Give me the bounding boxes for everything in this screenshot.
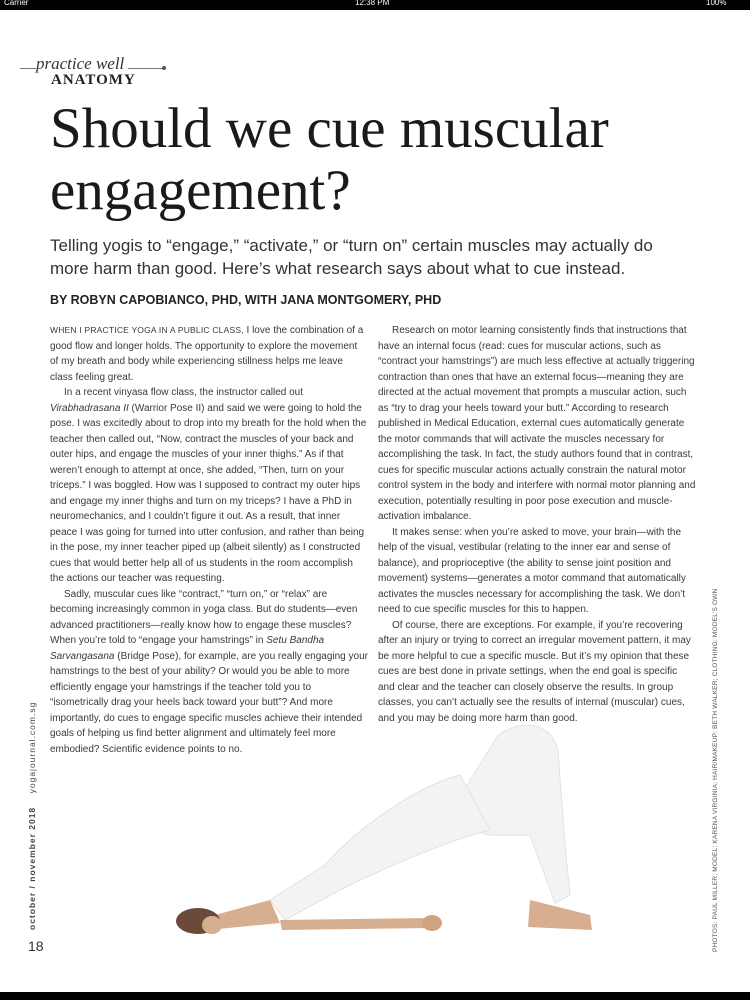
carrier-label: Carrier xyxy=(4,0,29,7)
issue-date: october / november 2018 xyxy=(27,806,37,930)
clock: 12:38 PM xyxy=(355,0,390,7)
model-figure xyxy=(176,725,592,934)
arms xyxy=(280,918,432,930)
bridge-pose-photo xyxy=(160,715,660,947)
battery-level: 100% xyxy=(706,0,727,7)
status-bar xyxy=(0,0,750,10)
paragraph: It makes sense: when you’re asked to move, your brain—with the help of the visual, vestibular (relating to the inner ear and sense of balance), and proprioceptive (the ability to sense joint position and movement) systems—generates a motor command that automatically activates the muscles necessary for accomplishing the task. We don’t need to cue specific muscles for this to happen. xyxy=(378,526,686,615)
paragraph: WHEN I PRACTICE YOGA IN A PUBLIC CLASS, I love the combination of a good flow and longer holds. The opportunity to explore the movement of my breath and body while experiencing stillness helps me leave class feeling great. xyxy=(50,325,364,383)
section-rule-dot xyxy=(162,66,166,70)
section-name: ANATOMY xyxy=(51,72,136,88)
website: yogajournal.com.sg xyxy=(27,701,37,794)
body-column-left xyxy=(50,323,368,757)
body-column-right xyxy=(378,323,696,726)
photo-credit: PHOTOS: PAUL MILLER; MODEL: KARENA VIRGINIA; HAIR/MAKEUP: BETH WALKER; CLOTHING: MODEL'S OWN xyxy=(712,588,719,952)
paragraph: In a recent vinyasa flow class, the instructor called out Virabhadrasana II (Warrior Pose II) and said we were going to hold the pose. I was excitedly about to drop into my breath for the hold when the teacher then called out, “Now, contract the muscles of your back and outer hips, and engage the muscles of your inner thighs.” As if that weren’t enough to attempt at once, she added, “Then, turn on your triceps.” I was boggled. How was I supposed to contract my outer hips and engage my inner thighs and turn on my triceps? I have a PhD in neuromechanics, and I couldn’t figure it out. As a result, that inner peace I was going for turned into utter confusion, and rather than being in the pose, my inner teacher piped up (albeit silently) as I constructed cues that would better help all of us students in the room accomplish the actions our teacher was requesting. xyxy=(50,387,367,584)
paragraph: Sadly, muscular cues like “contract,” “turn on,” or “relax” are becoming increasingly common in yoga class. But do students—even advanced practitioners—really know how to engage these muscles? When you’re told to “engage your hamstrings” in Setu Bandha Sarvangasana (Bridge Pose), for example, are you really engaging your hamstrings to the best of your ability? Or would you be able to more efficiently engage your hamstrings if the teacher told you to “isometrically drag your heels back toward your butt”? And more importantly, do cues to engage specific muscles achieve their intended goals of helping us find better alignment and ultimately feel more embodied? Scientific evidence points to no. xyxy=(50,588,368,755)
paragraph: Research on motor learning consistently finds that instructions that have an internal focus (read: cues for muscular actions, such as “contract your hamstrings”) are much less effective at actually triggering contraction than ones that have an external focus—meaning they are directed at the actual movement that prompts a muscular action, such as “try to drag your heels toward your butt.” According to research published in Medical Education, external cues automatically generate the motor commands that will activate the muscles necessary for accomplishing the task. In fact, the study authors found that in contrast, cues for specific muscular actions actually constrain the natural motor control system in the body and interfere with normal motor planning and execution, potentially resulting in poor pose execution and muscle-activation imbalance. xyxy=(378,325,696,522)
section-label: practice well xyxy=(36,55,128,73)
pose-name: Virabhadrasana II xyxy=(50,402,129,414)
bottom-bar xyxy=(0,992,750,1000)
face xyxy=(202,916,222,934)
torso-white-top xyxy=(270,775,490,920)
article-dek: Telling yogis to “engage,” “activate,” or “turn on” certain muscles may actually do more harm than good. Here’s what research says about what to cue instead. xyxy=(50,236,653,278)
lead-in: WHEN I PRACTICE YOGA IN A PUBLIC CLASS, xyxy=(50,325,244,335)
article-headline: Should we cue muscular engagement? xyxy=(50,97,609,222)
page-footer xyxy=(27,702,37,930)
article-byline: BY ROBYN CAPOBIANCO, PHD, WITH JANA MONTGOMERY, PHD xyxy=(50,293,442,307)
clasped-hands xyxy=(422,915,442,931)
shoulders-neck xyxy=(215,900,280,929)
page-number: 18 xyxy=(28,938,44,954)
feet xyxy=(528,900,592,930)
paragraph: Of course, there are exceptions. For example, if you’re recovering after an injury or trying to correct an irregular movement pattern, it may be more helpful to cue a specific muscle. But it’s my opinion that these cues are best done in private settings, when the end goal is specific and clear and the teacher can closely observe the results. In group classes, you can’t actually see the results of internal (muscular) cues, and you may be doing more harm than good. xyxy=(378,619,691,724)
pose-name: Setu Bandha Sarvangasana xyxy=(50,635,325,662)
